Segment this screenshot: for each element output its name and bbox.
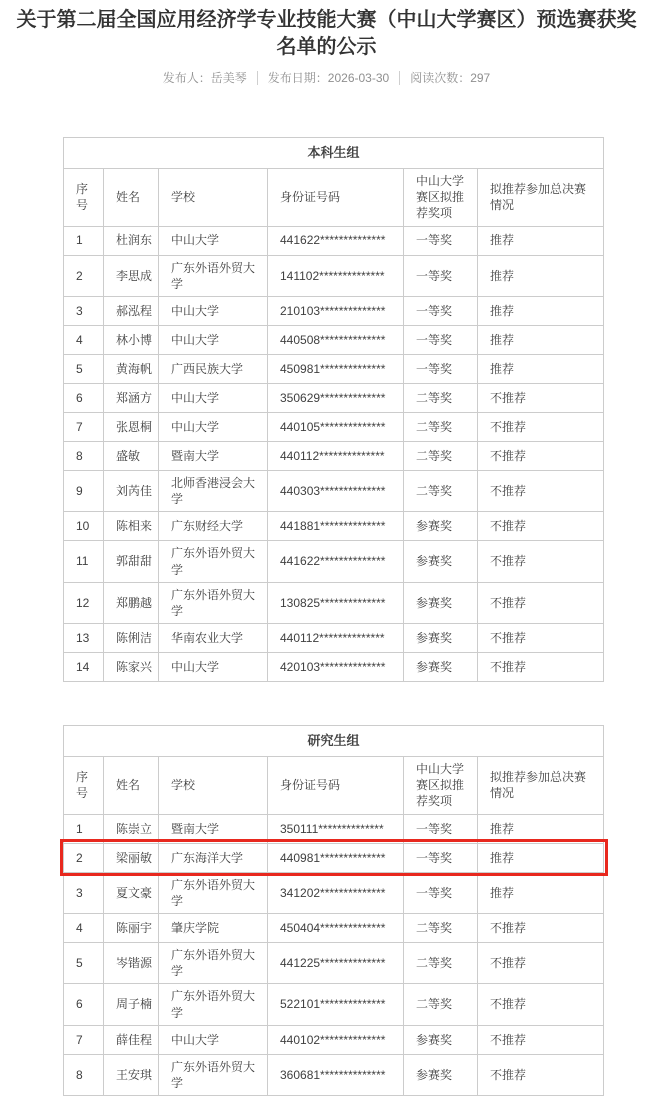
table-cell: 中山大学 [159, 653, 268, 682]
table-cell: 杜润东 [104, 226, 159, 255]
group-header-row [64, 138, 604, 169]
table-cell: 440303************** [268, 470, 404, 511]
table-cell: 12 [64, 582, 104, 623]
table-cell: 5 [64, 943, 104, 984]
table-cell: 陈俐洁 [104, 624, 159, 653]
table-row [64, 512, 604, 541]
table-cell: 广东外语外贸大学 [159, 582, 268, 623]
table-cell: 141102************** [268, 255, 404, 296]
table-cell: 广东财经大学 [159, 512, 268, 541]
table-cell: 参赛奖 [404, 541, 478, 582]
table-cell: 13 [64, 624, 104, 653]
table-row [64, 914, 604, 943]
table-cell: 14 [64, 653, 104, 682]
table-row [64, 582, 604, 623]
table-cell: 一等奖 [404, 354, 478, 383]
table-cell: 推荐 [478, 814, 604, 843]
award-table [63, 137, 604, 682]
table-row [64, 470, 604, 511]
table-row [64, 226, 604, 255]
table-cell: 不推荐 [478, 653, 604, 682]
table-cell: 522101************** [268, 984, 404, 1025]
table-cell: 梁丽敏 [104, 843, 159, 872]
column-header: 拟推荐参加总决赛情况 [478, 757, 604, 815]
table-cell: 推荐 [478, 843, 604, 872]
table-row [64, 541, 604, 582]
table-cell: 暨南大学 [159, 441, 268, 470]
table-cell: 440981************** [268, 843, 404, 872]
table-row [64, 325, 604, 354]
table-cell: 440112************** [268, 441, 404, 470]
table-cell: 陈崇立 [104, 814, 159, 843]
announcement-page [0, 7, 653, 1090]
table-cell: 广东外语外贸大学 [159, 1054, 268, 1095]
table-cell: 440102************** [268, 1025, 404, 1054]
table-cell: 不推荐 [478, 470, 604, 511]
table-cell: 郑鹏越 [104, 582, 159, 623]
table-cell: 薛佳程 [104, 1025, 159, 1054]
table-cell: 参赛奖 [404, 624, 478, 653]
column-header: 序号 [64, 757, 104, 815]
table-row [64, 1025, 604, 1054]
table-cell: 王安琪 [104, 1054, 159, 1095]
table-cell: 陈相来 [104, 512, 159, 541]
table-cell: 肇庆学院 [159, 914, 268, 943]
table-cell: 1 [64, 226, 104, 255]
table-cell: 350629************** [268, 383, 404, 412]
views-value: 297 [470, 71, 491, 85]
table-cell: 6 [64, 383, 104, 412]
table-row [64, 872, 604, 913]
page-title: 关于第二届全国应用经济学专业技能大赛（中山大学赛区）预选赛获奖名单的公示 [16, 9, 637, 58]
meta-publisher [153, 71, 258, 85]
table-row [64, 1054, 604, 1095]
table-cell: 林小博 [104, 325, 159, 354]
table-cell: 陈家兴 [104, 653, 159, 682]
table-cell: 陈丽宇 [104, 914, 159, 943]
tables-container [63, 137, 653, 1096]
column-header: 学校 [159, 757, 268, 815]
table-cell: 二等奖 [404, 412, 478, 441]
views-label: 阅读次数： [410, 71, 471, 85]
table-cell: 一等奖 [404, 325, 478, 354]
table-cell: 郭甜甜 [104, 541, 159, 582]
table-cell: 450981************** [268, 354, 404, 383]
table-cell: 440508************** [268, 325, 404, 354]
table-cell: 3 [64, 872, 104, 913]
table-cell: 不推荐 [478, 943, 604, 984]
table-cell: 420103************** [268, 653, 404, 682]
table-cell: 推荐 [478, 255, 604, 296]
table-cell: 不推荐 [478, 984, 604, 1025]
table-cell: 推荐 [478, 872, 604, 913]
table-cell: 中山大学 [159, 383, 268, 412]
table-cell: 广东外语外贸大学 [159, 984, 268, 1025]
column-header: 身份证号码 [268, 757, 404, 815]
column-header: 姓名 [104, 757, 159, 815]
table-cell: 440112************** [268, 624, 404, 653]
column-header: 身份证号码 [268, 169, 404, 227]
highlighted-table-row [64, 843, 604, 872]
table-cell: 5 [64, 354, 104, 383]
publisher-value: 岳美琴 [210, 71, 247, 85]
table-cell: 广东外语外贸大学 [159, 872, 268, 913]
table-cell: 450404************** [268, 914, 404, 943]
column-header: 中山大学赛区拟推荐奖项 [404, 169, 478, 227]
table-cell: 推荐 [478, 226, 604, 255]
table-row [64, 383, 604, 412]
table-cell: 210103************** [268, 296, 404, 325]
publisher-label: 发布人： [162, 71, 211, 85]
table-cell: 4 [64, 325, 104, 354]
table-cell: 11 [64, 541, 104, 582]
table-cell: 不推荐 [478, 541, 604, 582]
table-cell: 一等奖 [404, 255, 478, 296]
table-cell: 二等奖 [404, 470, 478, 511]
table-cell: 不推荐 [478, 383, 604, 412]
column-header-row [64, 757, 604, 815]
table-cell: 华南农业大学 [159, 624, 268, 653]
table-row [64, 624, 604, 653]
group-header-row [64, 726, 604, 757]
table-cell: 一等奖 [404, 226, 478, 255]
table-cell: 不推荐 [478, 914, 604, 943]
table-cell: 441622************** [268, 541, 404, 582]
table-cell: 不推荐 [478, 624, 604, 653]
table-cell: 广西民族大学 [159, 354, 268, 383]
table-cell: 7 [64, 412, 104, 441]
table-cell: 10 [64, 512, 104, 541]
table-row [64, 354, 604, 383]
table-cell: 广东外语外贸大学 [159, 541, 268, 582]
table-cell: 参赛奖 [404, 1054, 478, 1095]
table-cell: 不推荐 [478, 512, 604, 541]
table-cell: 130825************** [268, 582, 404, 623]
article-meta [0, 71, 653, 85]
table-cell: 441225************** [268, 943, 404, 984]
table-cell: 441622************** [268, 226, 404, 255]
table-cell: 9 [64, 470, 104, 511]
table-cell: 参赛奖 [404, 512, 478, 541]
date-value: 2026-03-30 [327, 71, 390, 85]
table-cell: 二等奖 [404, 914, 478, 943]
table-cell: 一等奖 [404, 296, 478, 325]
table-cell: 中山大学 [159, 1025, 268, 1054]
table-cell: 中山大学 [159, 296, 268, 325]
table-cell: 不推荐 [478, 441, 604, 470]
table-cell: 中山大学 [159, 325, 268, 354]
column-header-row [64, 169, 604, 227]
table-cell: 推荐 [478, 296, 604, 325]
table-cell: 440105************** [268, 412, 404, 441]
table-cell: 360681************** [268, 1054, 404, 1095]
table-cell: 北师香港浸会大学 [159, 470, 268, 511]
table-cell: 刘芮佳 [104, 470, 159, 511]
group-title: 本科生组 [64, 138, 604, 169]
table-cell: 1 [64, 814, 104, 843]
table-cell: 暨南大学 [159, 814, 268, 843]
table-cell: 不推荐 [478, 412, 604, 441]
date-label: 发布日期： [267, 71, 328, 85]
table-cell: 李思成 [104, 255, 159, 296]
table-cell: 6 [64, 984, 104, 1025]
award-table [63, 725, 604, 1096]
table-cell: 二等奖 [404, 383, 478, 412]
column-header: 学校 [159, 169, 268, 227]
table-cell: 8 [64, 441, 104, 470]
table-cell: 参赛奖 [404, 653, 478, 682]
table-cell: 参赛奖 [404, 582, 478, 623]
table-cell: 二等奖 [404, 943, 478, 984]
table-cell: 2 [64, 843, 104, 872]
table-row [64, 255, 604, 296]
table-cell: 盛敏 [104, 441, 159, 470]
table-row [64, 984, 604, 1025]
table-cell: 广东外语外贸大学 [159, 943, 268, 984]
meta-views [400, 71, 500, 85]
table-cell: 不推荐 [478, 582, 604, 623]
table-cell: 中山大学 [159, 412, 268, 441]
table-cell: 341202************** [268, 872, 404, 913]
group-title: 研究生组 [64, 726, 604, 757]
table-cell: 二等奖 [404, 441, 478, 470]
table-cell: 4 [64, 914, 104, 943]
table-cell: 一等奖 [404, 843, 478, 872]
table-cell: 参赛奖 [404, 1025, 478, 1054]
table-cell: 郑涵方 [104, 383, 159, 412]
column-header: 序号 [64, 169, 104, 227]
table-cell: 推荐 [478, 325, 604, 354]
table-cell: 一等奖 [404, 814, 478, 843]
table-cell: 8 [64, 1054, 104, 1095]
column-header: 中山大学赛区拟推荐奖项 [404, 757, 478, 815]
table-cell: 夏文豪 [104, 872, 159, 913]
table-cell: 3 [64, 296, 104, 325]
table-cell: 岑锴源 [104, 943, 159, 984]
table-cell: 350111************** [268, 814, 404, 843]
table-row [64, 441, 604, 470]
column-header: 拟推荐参加总决赛情况 [478, 169, 604, 227]
table-cell: 广东海洋大学 [159, 843, 268, 872]
table-cell: 黄海帆 [104, 354, 159, 383]
table-row [64, 296, 604, 325]
table-cell: 441881************** [268, 512, 404, 541]
table-row [64, 814, 604, 843]
table-cell: 广东外语外贸大学 [159, 255, 268, 296]
table-cell: 2 [64, 255, 104, 296]
table-row [64, 412, 604, 441]
table-cell: 郝泓程 [104, 296, 159, 325]
table-cell: 不推荐 [478, 1054, 604, 1095]
table-cell: 二等奖 [404, 984, 478, 1025]
table-cell: 张恩桐 [104, 412, 159, 441]
table-row [64, 943, 604, 984]
table-cell: 7 [64, 1025, 104, 1054]
meta-date [258, 71, 400, 85]
column-header: 姓名 [104, 169, 159, 227]
table-cell: 一等奖 [404, 872, 478, 913]
table-row [64, 653, 604, 682]
table-cell: 推荐 [478, 354, 604, 383]
table-cell: 不推荐 [478, 1025, 604, 1054]
table-cell: 中山大学 [159, 226, 268, 255]
table-cell: 周子楠 [104, 984, 159, 1025]
